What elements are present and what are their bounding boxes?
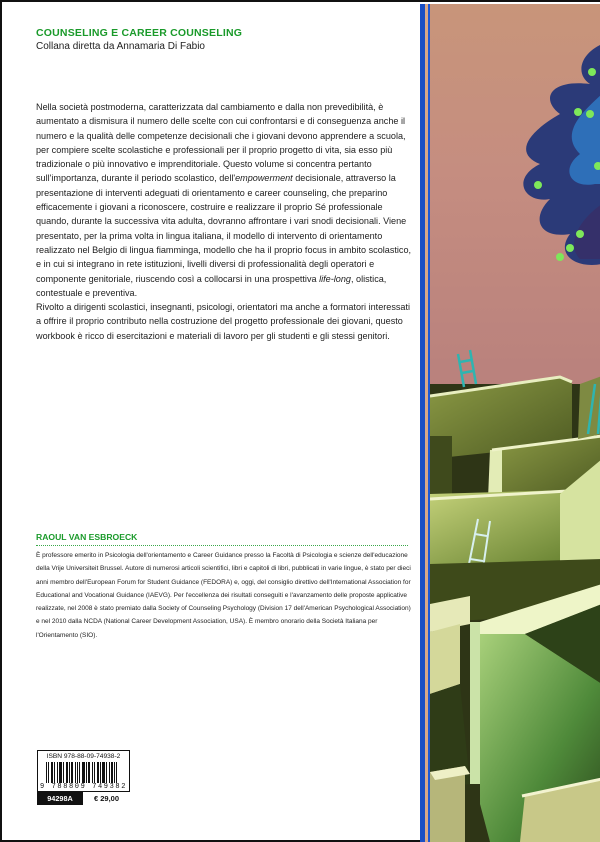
blurb-text: Nella società postmoderna, caratterizzata dal cambiamento e dalla non prevedibilità, è aumentato a dismisura il numero delle scelte con cui confrontarsi e di conseguenza anche il numero e la qualità delle competenze decisionali che i giovani devono apprendere a scuola, per compiere scelte scolastiche e professionali per il proprio progetto di vita, sia esso più tradizionale o più innovativo e imprenditoriale. Questo volume si concentra pertanto sull'importanza, durante il periodo scolastico, dell': [36, 102, 406, 184]
blurb-text: , olistica, contestuale e preventiva.: [36, 273, 387, 298]
series-title: COUNSELING E CAREER COUNSELING: [36, 27, 243, 39]
series-editor: Collana diretta da Annamaria Di Fabio: [36, 41, 205, 52]
author-name: RAOUL VAN ESBROECK: [36, 532, 408, 546]
barcode-icon: [46, 762, 126, 783]
blurb-paragraph-1: [36, 100, 416, 300]
book-blurb: [36, 100, 416, 343]
price: € 29,00: [83, 792, 130, 805]
ean-digits: 9 788809 749382: [40, 783, 128, 791]
cover-artwork: [430, 4, 600, 842]
price-row: [37, 791, 130, 805]
barcode-box: [37, 750, 130, 805]
isbn-label: ISBN 978-88-09-74938-2: [46, 753, 121, 760]
blurb-paragraph-2: Rivolto a dirigenti scolastici, insegnanti, psicologi, orientatori ma anche a formatori interessati a offrire il proprio contributo nella costruzione del progetto professionale dei giovani, questo workbook è ricco di esercitazioni e materiali di lavoro per gli studenti e gli stessi genitori.: [36, 302, 411, 341]
product-code: 94298A: [37, 792, 83, 805]
blurb-emphasis: empowerment: [235, 173, 293, 184]
maze-illustration: [430, 4, 600, 842]
blurb-text: decisionale, attraverso la presentazione di interventi adeguati di orientamento e career counseling, che preparino efficacemente i giovani a riconoscere, costruire e realizzare il proprio Sé professionale quando, durante la successiva vita adulta, dovranno affrontare i vari snodi decisionali. Viene presentato, per la prima volta in lingua italiana, il modello di intervento di orientamento realizzato nel Belgio di lingua fiamminga, modello che ha il proprio focus in ambito scolastico, e in cui si integrano in rete istituzioni, livelli diversi di professionalità degli operatori e componente genitoriale, riuscendo così a collocarsi in una prospettiva: [36, 173, 412, 284]
author-bio: È professore emerito in Psicologia dell'orientamento e Career Guidance presso la Facoltà di Psicologia e scienze dell'educazione della Vrije Universiteit Brussel. Autore di numerosi articoli scientifici, libri e capitoli di libri, pubblicati in varie lingue, è stato per dieci anni membro dell'European Forum for Student Guidance (FEDORA) e, oggi, del consiglio direttivo dell'International Association for Educational and Vocational Guidance (IAEVG). Per l'eccellenza dei risultati conseguiti e l'avanzamento delle proposte applicative realizzate, nel 2008 è stato premiato dalla Society of Counseling Psychology (Division 17 dell'American Psychological Association) e nel 2010 dalla NCDA (National Career Development Association, USA). È membro onorario della Società Italiana per l'Orientamento (SIO).: [36, 552, 411, 639]
blurb-emphasis: life-long: [319, 273, 351, 284]
